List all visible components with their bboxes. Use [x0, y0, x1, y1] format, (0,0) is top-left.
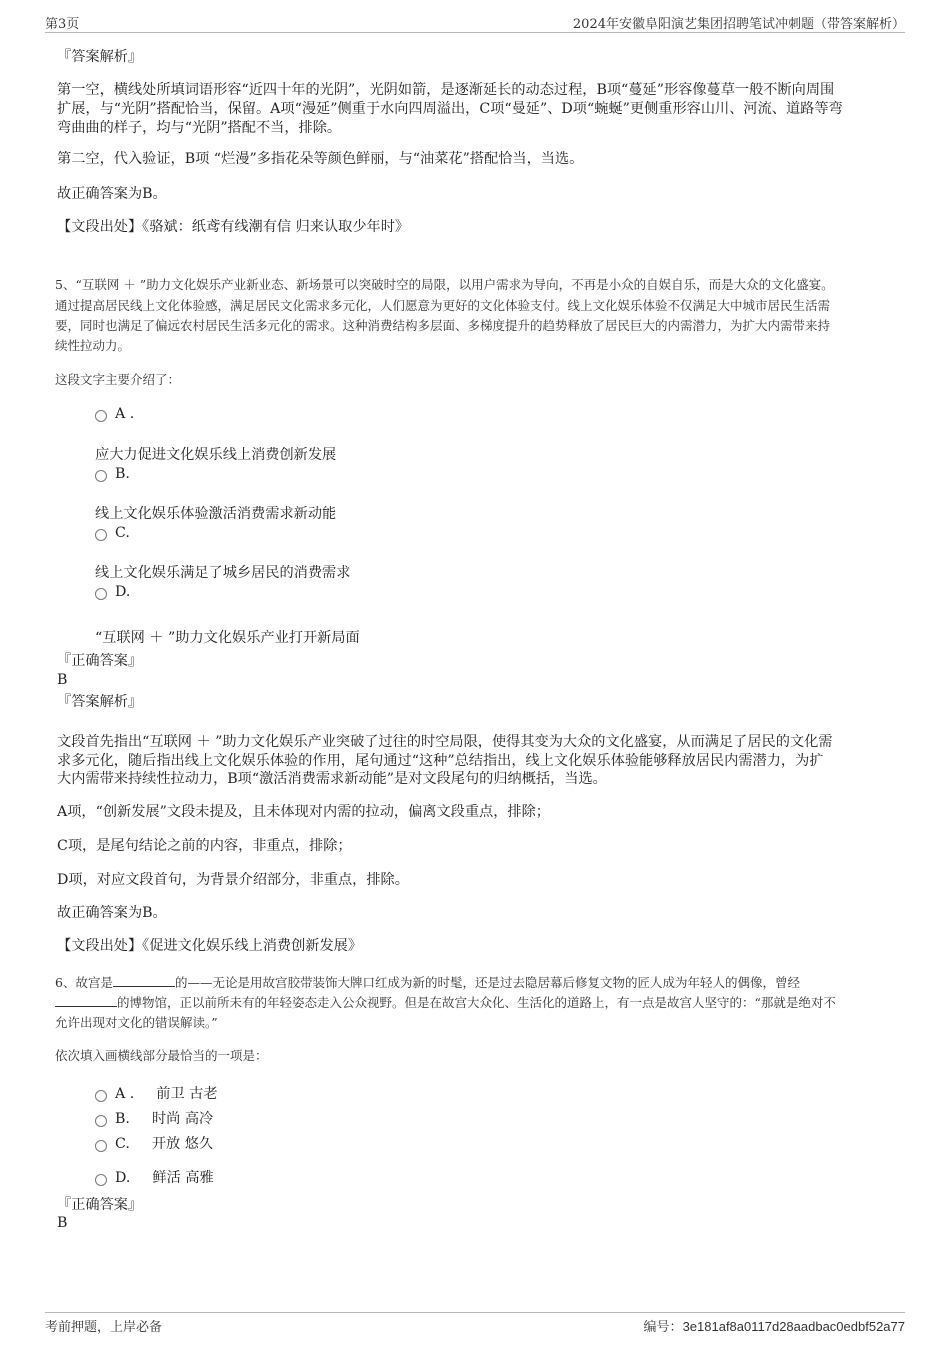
- q6-option-b[interactable]: [95, 1108, 213, 1128]
- radio-button[interactable]: [95, 1140, 107, 1152]
- q5-option-b[interactable]: [95, 466, 130, 486]
- fill-blank: [55, 994, 117, 1007]
- q6-stem-line: 允许出现对文化的错误解读。”: [55, 1015, 218, 1030]
- q6-prompt: 依次填入画横线部分最恰当的一项是：: [55, 1048, 268, 1063]
- option-label: B.: [115, 466, 130, 482]
- q5-answer-label: 『正确答案』: [57, 653, 143, 669]
- radio-button[interactable]: [95, 588, 107, 600]
- option-text: 开放 悠久: [151, 1136, 214, 1152]
- code-label: 编号：: [643, 1320, 683, 1335]
- radio-button[interactable]: [95, 470, 107, 482]
- q5-option-a[interactable]: [95, 406, 134, 426]
- q5-prompt: 这段文字主要介绍了：: [55, 372, 181, 387]
- document-title: 2024年安徽阜阳演艺集团招聘笔试冲刺题（带答案解析）: [572, 17, 905, 32]
- prev-source: 【文段出处】《骆斌：纸鸢有线潮有信 归来认取少年时》: [57, 219, 410, 235]
- prev-conclusion: 故正确答案为B。: [57, 186, 167, 202]
- q5-analysis-line: 文段首先指出“互联网 ＋ ”助力文化娱乐产业突破了过往的时空局限，使得其变为大众的文化盛宴，从而满足了居民的文化需: [57, 734, 833, 750]
- q5-option-b-text: 线上文化娱乐体验激活消费需求新动能: [95, 506, 337, 522]
- option-label: C.: [115, 1136, 130, 1152]
- q5-source: 【文段出处】《促进文化娱乐线上消费创新发展》: [57, 938, 363, 954]
- prev-analysis-line: 扩展，与“光阴”搭配恰当，保留。A项“漫延”侧重于水向四周溢出，C项“曼延”、D项“蜿蜒”更侧重形容山川、河流、道路等弯: [57, 101, 843, 117]
- code-value: 3e181af8a0117d28aadbac0edbf52a77: [682, 1319, 905, 1334]
- q5-analysis-line: 求多元化，随后指出线上文化娱乐体验的作用，尾句通过“这种”总结指出，线上文化娱乐体验能够释放居民内需潜力，为扩: [57, 753, 824, 769]
- prev-analysis-label: 『答案解析』: [57, 49, 143, 65]
- q5-analysis-d: D项，对应文段首句，为背景介绍部分，非重点，排除。: [57, 872, 409, 888]
- q6-stem-text: 6、故宫是: [55, 975, 113, 990]
- q6-stem-line: [55, 973, 895, 993]
- q6-answer-label: 『正确答案』: [57, 1197, 143, 1213]
- q5-stem-line: 续性拉动力。: [55, 338, 131, 353]
- prev-analysis-para2: 第二空，代入验证，B项 “烂漫”多指花朵等颜色鲜丽，与“油菜花”搭配恰当，当选。: [57, 151, 584, 167]
- radio-button[interactable]: [95, 1115, 107, 1127]
- page-header: [45, 10, 905, 33]
- q5-analysis-c: C项，是尾句结论之前的内容，非重点，排除；: [57, 838, 352, 854]
- q5-analysis-label: 『答案解析』: [57, 694, 143, 710]
- q5-option-c-text: 线上文化娱乐满足了城乡居民的消费需求: [95, 565, 351, 581]
- radio-button[interactable]: [95, 529, 107, 541]
- q5-stem-line: 要，同时也满足了偏远农村居民生活多元化的需求。这种消费结构多层面、多梯度提升的趋势释放了居民巨大的内需潜力，为扩大内需带来持: [55, 318, 831, 333]
- footer-slogan: 考前押题，上岸必备: [45, 1320, 163, 1335]
- prev-analysis-line: 弯曲曲的样子，均与“光阴”搭配不当，排除。: [57, 120, 342, 136]
- option-label: D.: [115, 1170, 131, 1186]
- option-label: A .: [115, 1086, 135, 1102]
- q5-answer: B: [57, 672, 68, 688]
- option-text: 鲜活 高雅: [152, 1170, 214, 1186]
- q5-option-c[interactable]: [95, 525, 130, 545]
- page-number: 第3页: [45, 17, 80, 32]
- option-label: B.: [115, 1111, 130, 1127]
- q5-option-a-text: 应大力促进文化娱乐线上消费创新发展: [95, 447, 337, 463]
- q5-option-d[interactable]: [95, 584, 130, 604]
- q5-option-d-text: “互联网 ＋ ”助力文化娱乐产业打开新局面: [95, 630, 360, 646]
- option-text: 前卫 古老: [156, 1086, 218, 1102]
- q6-stem-text: 的——无论是用故宫胶带装饰大牌口红成为新的时髦，还是过去隐居幕后修复文物的匠人成为年轻人的偶像，曾经: [174, 975, 800, 990]
- q6-option-c[interactable]: [95, 1133, 213, 1153]
- fill-blank: [113, 974, 175, 987]
- option-text: 时尚 高冷: [151, 1111, 214, 1127]
- page-footer: [45, 1312, 905, 1337]
- q6-option-a[interactable]: [95, 1083, 218, 1103]
- q6-stem-text: 的博物馆，正以前所未有的年轻姿态走入公众视野。但是在故宫大众化、生活化的道路上，有一点是故宫人坚守的：“那就是绝对不: [117, 995, 836, 1010]
- q5-analysis-line: 大内需带来持续性拉动力，B项“激活消费需求新动能”是对文段尾句的归纳概括，当选。: [57, 771, 607, 787]
- option-label: C.: [115, 525, 130, 541]
- option-label: D.: [115, 584, 131, 600]
- prev-analysis-line: 第一空，横线处所填词语形容“近四十年的光阴”，光阴如箭，是逐渐延长的动态过程，B项“蔓延”形容像蔓草一般不断向周围: [57, 82, 835, 98]
- q6-stem-line: [55, 993, 895, 1013]
- q5-stem-line: 通过提高居民线上文化体验感，满足居民文化需求多元化，人们愿意为更好的文化体验支付。线上文化娱乐体验不仅满足大中城市居民生活需: [55, 298, 831, 313]
- q5-stem-line: 5、“互联网 ＋ ”助力文化娱乐产业新业态、新场景可以突破时空的局限，以用户需求为导向，不再是小众的自娱自乐，而是大众的文化盛宴。: [55, 277, 834, 292]
- option-label: A .: [115, 406, 135, 422]
- radio-button[interactable]: [95, 1174, 107, 1186]
- radio-button[interactable]: [95, 1090, 107, 1102]
- q6-answer: B: [57, 1215, 68, 1231]
- q5-conclusion: 故正确答案为B。: [57, 905, 167, 921]
- q5-analysis-a: A项，“创新发展”文段未提及，且未体现对内需的拉动，偏离文段重点，排除；: [57, 804, 550, 820]
- radio-button[interactable]: [95, 410, 107, 422]
- document-code: [644, 1316, 905, 1335]
- q6-option-d[interactable]: [95, 1167, 214, 1187]
